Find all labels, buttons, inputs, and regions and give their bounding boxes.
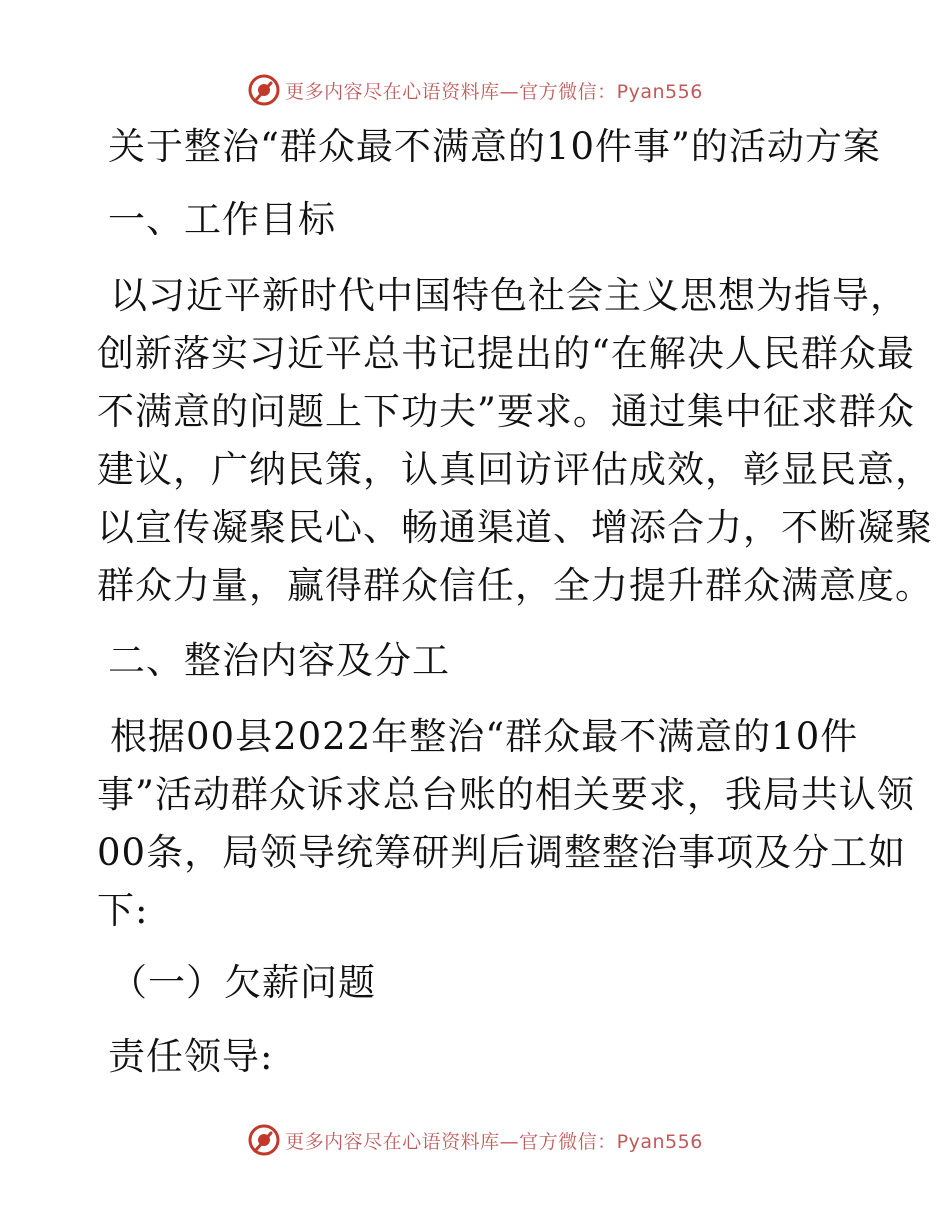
section1-line: 群众力量，赢得群众信任，全力提升群众满意度。: [97, 564, 933, 607]
section1-line: 不满意的问题上下功夫”要求。通过集中征求群众: [97, 390, 915, 433]
responsible-leader-label: 责任领导:: [108, 1035, 274, 1078]
watermark-text: 更多内容尽在心语资料库—官方微信：Pyan556: [285, 1130, 703, 1153]
section1-heading: 一、工作目标: [108, 198, 336, 241]
section2-line: 下:: [97, 889, 149, 932]
document-title: 关于整治“群众最不满意的10件事”的活动方案: [108, 125, 881, 168]
section2-line: 事”活动群众诉求总台账的相关要求，我局共认领: [97, 773, 915, 816]
section1-line: 以习近平新时代中国特色社会主义思想为指导，: [110, 274, 908, 317]
section1-line: 建议，广纳民策，认真回访评估成效，彰显民意，: [97, 448, 933, 491]
section2-line: 根据00县2022年整治“群众最不满意的10件: [110, 715, 859, 758]
section2-line: 00条，局领导统筹研判后调整整治事项及分工如: [97, 831, 907, 874]
section2-heading: 二、整治内容及分工: [108, 639, 450, 682]
watermark-text: 更多内容尽在心语资料库—官方微信：Pyan556: [285, 80, 703, 103]
pen-logo-icon: [247, 1123, 281, 1157]
subsection1-heading: （一）欠薪问题: [110, 961, 376, 1004]
section1-line: 创新落实习近平总书记提出的“在解决人民群众最: [97, 332, 915, 375]
section1-line: 以宣传凝聚民心、畅通渠道、增添合力，不断凝聚: [97, 506, 933, 549]
watermark-footer: [0, 1120, 950, 1160]
